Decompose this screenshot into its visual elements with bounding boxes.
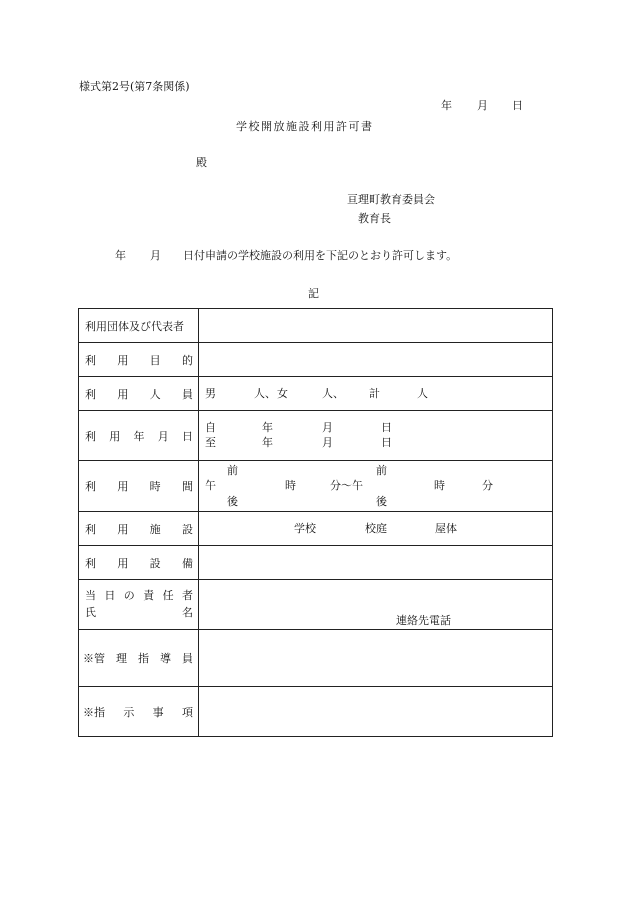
statement-year: 年 <box>115 249 126 262</box>
label-supervisor <box>79 630 199 687</box>
row-equipment <box>79 546 553 580</box>
label-text: 利 用 時 間 <box>85 480 193 493</box>
label-responsible <box>79 580 199 630</box>
start-noon-label: 午 <box>205 479 216 492</box>
row-group <box>79 309 553 343</box>
value-supervisor[interactable] <box>199 630 553 687</box>
value-people[interactable] <box>199 377 553 411</box>
row-facility <box>79 512 553 546</box>
label-text: 利 用 施 設 <box>85 522 193 536</box>
statement-text: 日付申請の学校施設の利用を下記のとおり許可します。 <box>183 249 458 262</box>
label-equipment <box>79 546 199 580</box>
label-text: 利 用 設 備 <box>85 556 193 570</box>
end-hour-unit: 時 <box>434 479 445 492</box>
label-people <box>79 377 199 411</box>
from-day: 日 <box>381 421 392 434</box>
end-minute-unit: 分 <box>482 479 493 492</box>
row-purpose <box>79 343 553 377</box>
label-text: 利 用 人 員 <box>85 387 193 401</box>
label-text: ※指 示 事 項 <box>83 705 193 719</box>
issuer-organization: 亘理町教育委員会 <box>347 193 435 206</box>
permit-table <box>78 308 553 737</box>
start-pm-label: 後 <box>227 495 238 508</box>
gym-label: 屋体 <box>435 522 457 535</box>
to-day: 日 <box>381 436 392 449</box>
female-unit: 人、 <box>322 387 344 400</box>
female-label: 女 <box>277 387 288 400</box>
from-year: 年 <box>262 421 273 434</box>
male-unit: 人、 <box>254 387 276 400</box>
end-pm-label: 後 <box>376 495 387 508</box>
row-responsible <box>79 580 553 630</box>
label-facility <box>79 512 199 546</box>
document-title: 学校開放施設利用許可書 <box>236 120 374 133</box>
label-time <box>79 461 199 512</box>
value-group[interactable] <box>199 309 553 343</box>
from-label: 自 <box>205 421 216 434</box>
value-date[interactable] <box>199 411 553 461</box>
male-label: 男 <box>205 387 216 400</box>
label-instructions <box>79 687 199 737</box>
form-number: 様式第2号(第7条関係) <box>79 80 190 93</box>
start-minute-to-noon: 分〜午 <box>330 479 363 492</box>
row-instructions <box>79 687 553 737</box>
addressee-honorific: 殿 <box>196 156 207 169</box>
value-responsible[interactable] <box>199 580 553 630</box>
ground-label: 校庭 <box>365 522 387 535</box>
row-date <box>79 411 553 461</box>
label-purpose <box>79 343 199 377</box>
value-purpose[interactable] <box>199 343 553 377</box>
value-instructions[interactable] <box>199 687 553 737</box>
issuer-title: 教育長 <box>358 212 391 225</box>
label-date <box>79 411 199 461</box>
statement-month: 月 <box>150 249 161 262</box>
row-supervisor <box>79 630 553 687</box>
value-equipment[interactable] <box>199 546 553 580</box>
start-am-label: 前 <box>227 464 238 477</box>
label-text: 利用団体及び代表者 <box>85 319 184 333</box>
school-label: 学校 <box>294 522 316 535</box>
row-time <box>79 461 553 512</box>
start-hour-unit: 時 <box>285 479 296 492</box>
date-year-label: 年 <box>441 99 452 112</box>
ki-heading: 記 <box>308 287 319 300</box>
total-label: 計 <box>369 387 380 400</box>
date-day-label: 日 <box>512 99 523 112</box>
label-group <box>79 309 199 343</box>
total-unit: 人 <box>417 387 428 400</box>
date-month-label: 月 <box>477 99 488 112</box>
row-people <box>79 377 553 411</box>
phone-label: 連絡先電話 <box>396 614 451 627</box>
label-text-bottom: 氏 名 <box>85 606 193 619</box>
from-month: 月 <box>322 421 333 434</box>
value-facility[interactable] <box>199 512 553 546</box>
label-text: ※管 理 指 導 員 <box>83 652 193 665</box>
end-am-label: 前 <box>376 464 387 477</box>
to-month: 月 <box>322 436 333 449</box>
to-label: 至 <box>205 436 216 449</box>
label-text: 利 用 目 的 <box>85 353 193 367</box>
to-year: 年 <box>262 436 273 449</box>
value-time[interactable] <box>199 461 553 512</box>
label-text: 利 用 年 月 日 <box>85 429 193 443</box>
label-text-top: 当 日 の 責 任 者 <box>85 589 193 602</box>
